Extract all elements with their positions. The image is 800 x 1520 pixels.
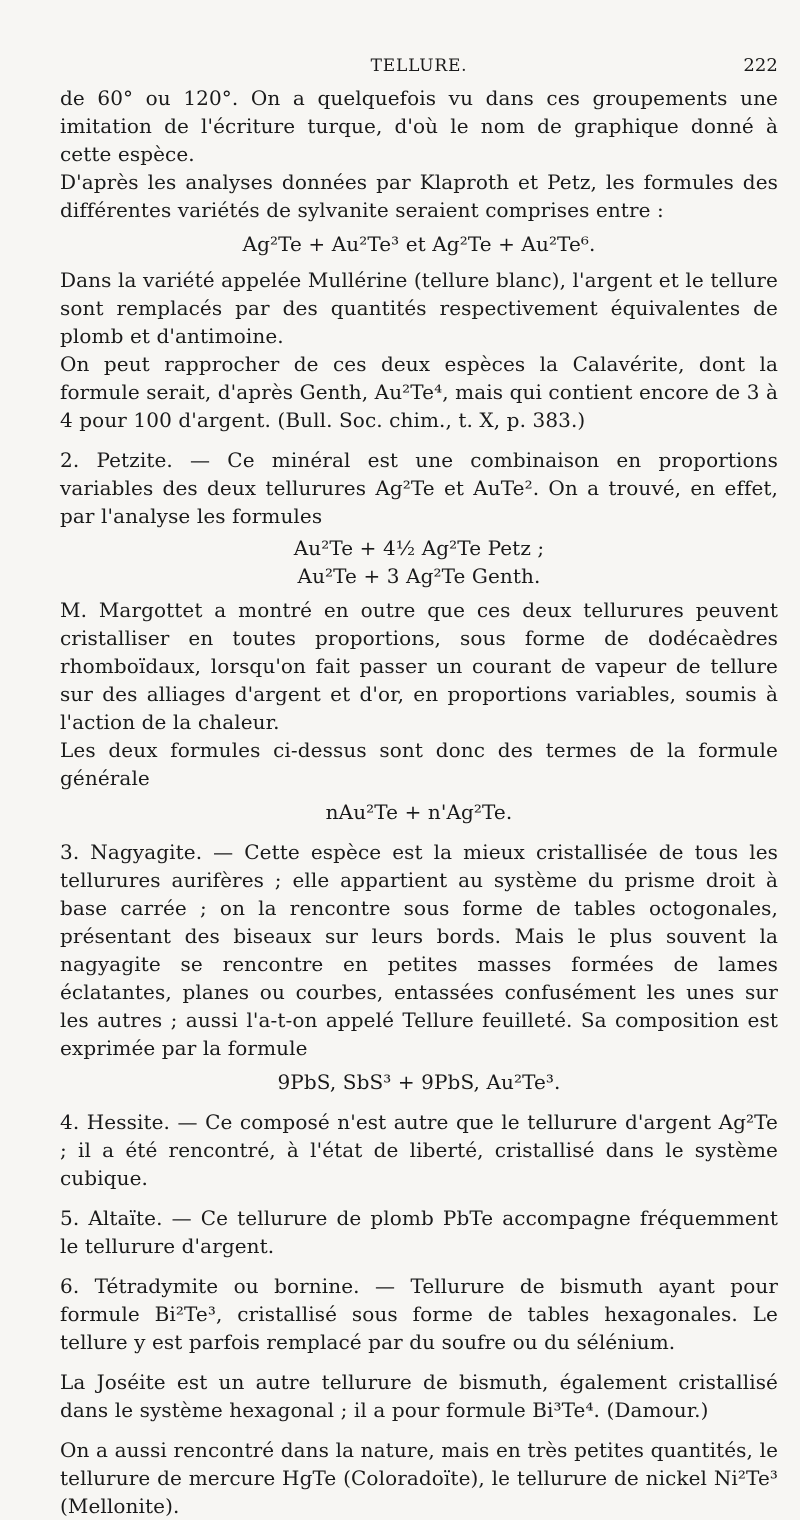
formula: Au²Te + 4½ Ag²Te Petz ; (293, 536, 545, 560)
paragraph: Dans la variété appelée Mullérine (tellure blanc), l'argent et le tellure sont remplacés par des quantités respectivement équivalentes de plomb et d'antimoine. (60, 268, 778, 348)
paragraph-joseite: La Joséite est un autre tellurure de bismuth, également cristallisé dans le système hexagonal ; il a pour formule Bi³Te⁴. (Damour.) (60, 1370, 778, 1422)
page-header (60, 52, 778, 80)
paragraph: D'après les analyses données par Klaproth et Petz, les formules des différentes variétés de sylvanite seraient comprises entre : (60, 170, 778, 222)
page-number: 222 (743, 55, 778, 76)
paragraph: de 60° ou 120°. On a quelquefois vu dans ces groupements une imitation de l'écriture turque, d'où le nom de graphique donné à cette espèce. (60, 86, 778, 166)
paragraph: Les deux formules ci-dessus sont donc des termes de la formule générale (60, 738, 778, 790)
formula: Ag²Te + Au²Te³ et Ag²Te + Au²Te⁶. (242, 232, 596, 256)
paragraph-tetradymite: 6. Tétradymite ou bornine. — Tellurure de bismuth ayant pour formule Bi²Te³, cristallisé sous forme de tables hexagonales. Le tellure y est parfois remplacé par du soufre ou du sélénium. (60, 1274, 778, 1354)
formula-block (60, 534, 778, 590)
paragraph-petzite: 2. Petzite. — Ce minéral est une combinaison en proportions variables des deux tellurures Ag²Te et AuTe². On a trouvé, en effet, par l'analyse les formules (60, 448, 778, 528)
formula: 9PbS, SbS³ + 9PbS, Au²Te³. (277, 1070, 561, 1094)
formula: Au²Te + 3 Ag²Te Genth. (297, 564, 541, 588)
running-title: TELLURE. (370, 56, 468, 76)
formula: nAu²Te + n'Ag²Te. (325, 800, 513, 824)
paragraph: On peut rapprocher de ces deux espèces la Calavérite, dont la formule serait, d'après Genth, Au²Te⁴, mais qui contient encore de 3 à 4 pour 100 d'argent. (Bull. Soc. chim., t. X, p. 383.) (60, 352, 778, 432)
paragraph-nagyagite: 3. Nagyagite. — Cette espèce est la mieux cristallisée de tous les tellurures aurifères ; elle appartient au système du prisme droit à base carrée ; on la rencontre sous forme de tables octogonales, présentant des biseaux sur leurs bords. Mais le plus souvent la nagyagite se rencontre en petites masses formées de lames éclatantes, planes ou courbes, entassées confusément les unes sur les autres ; aussi l'a-t-on appelé Tellure feuilleté. Sa composition est exprimée par la formule (60, 840, 778, 1060)
paragraph: M. Margottet a montré en outre que ces deux tellurures peuvent cristalliser en toutes proportions, sous forme de dodécaèdres rhomboïdaux, lorsqu'on fait passer un courant de vapeur de tellure sur des alliages d'argent et d'or, en proportions variables, soumis à l'action de la chaleur. (60, 598, 778, 734)
paragraph-altaite: 5. Altaïte. — Ce tellurure de plomb PbTe accompagne fréquemment le tellurure d'argent. (60, 1206, 778, 1258)
paragraph-other-tellurides: On a aussi rencontré dans la nature, mais en très petites quantités, le tellurure de mercure HgTe (Coloradoïte), le tellurure de nickel Ni²Te³ (Mellonite). (60, 1438, 778, 1518)
paragraph-hessite: 4. Hessite. — Ce composé n'est autre que le tellurure d'argent Ag²Te ; il a été rencontré, à l'état de liberté, cristallisé dans le système cubique. (60, 1110, 778, 1190)
